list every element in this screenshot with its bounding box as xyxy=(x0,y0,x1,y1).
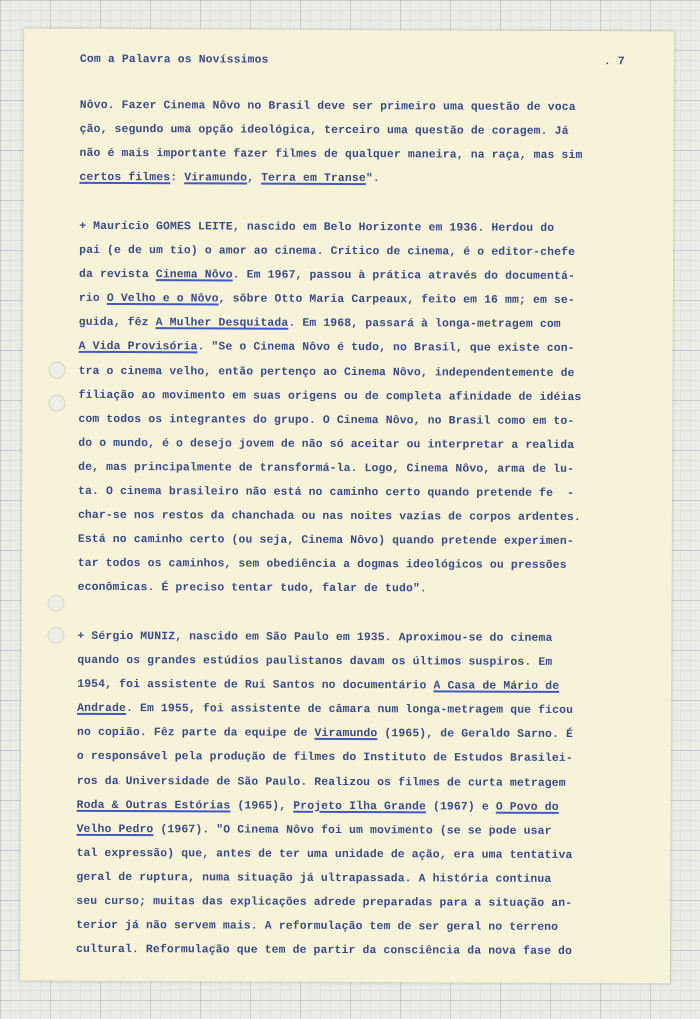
text-line xyxy=(78,576,668,603)
text-line xyxy=(77,649,667,676)
text-run: ". xyxy=(365,173,380,186)
text-line xyxy=(78,480,668,507)
text-line xyxy=(79,287,669,314)
text-run: char-se nos restos da chanchada ou nas noites vazias de corpos ardentes. xyxy=(77,509,581,525)
text-run: , sôbre Otto Maria Carpeaux, feito em 16 mm; em se- xyxy=(218,293,575,308)
text-run: rio xyxy=(78,293,107,306)
text-run: 1954, foi assistente de Rui Santos no documentário xyxy=(77,679,434,693)
text-run: terior já não servem mais. A reformulação tem de ser geral no terreno xyxy=(76,919,559,935)
text-line xyxy=(77,769,667,796)
underlined-title: Viramundo xyxy=(314,728,378,741)
page-number: . 7 xyxy=(603,56,625,69)
text-line xyxy=(79,311,669,338)
text-run: seu curso; muitas das explicações adrede preparadas para a situação an- xyxy=(76,895,573,911)
text-run: econômicas. É preciso tentar tudo, falar de tudo". xyxy=(77,582,427,596)
text-line xyxy=(79,239,669,266)
text-run: ros da Universidade de São Paulo. Realizou os filmes de curta metragem xyxy=(76,775,566,790)
underlined-title: Terra em Transe xyxy=(261,172,366,186)
text-run: (1967) e xyxy=(425,801,496,814)
underlined-title: A Vida Provisória xyxy=(78,341,198,354)
text-line xyxy=(76,938,666,965)
text-line xyxy=(77,793,667,820)
text-run: ção, segundo uma opção ideológica, terceiro uma questão de coragem. Já xyxy=(79,123,569,139)
binder-hole xyxy=(49,362,66,379)
text-run: não é mais importante fazer filmes de qualquer maneira, na raça, mas sim xyxy=(79,148,583,163)
text-line xyxy=(80,118,670,145)
text-run: pai (e de um tio) o amor ao cinema. Crítico de cinema, é o editor-chefe xyxy=(79,244,576,260)
underlined-title: Cinema Nôvo xyxy=(155,269,233,282)
typewritten-page xyxy=(20,29,674,984)
text-line xyxy=(78,528,668,555)
text-run: (1965), de Geraldo Sarno. É xyxy=(377,728,574,742)
text-run: de, mas principalmente de transformá-la. Logo, Cinema Nôvo, arma de lu- xyxy=(78,461,575,476)
text-run: guida, fêz xyxy=(78,317,156,330)
underlined-title: certos filmes xyxy=(79,172,171,185)
text-run: Está no caminho certo (ou seja, Cinema Nôvo) quando pretende experimen- xyxy=(77,534,574,549)
underlined-title: O Povo do xyxy=(495,801,559,814)
binder-hole xyxy=(48,395,65,412)
binder-hole xyxy=(47,627,64,644)
text-line xyxy=(77,697,667,724)
text-line xyxy=(79,142,669,169)
binder-hole xyxy=(48,595,65,612)
text-line xyxy=(80,94,670,121)
text-line xyxy=(78,552,668,579)
underlined-title: A Casa de Mário de xyxy=(433,680,560,694)
underlined-title: Andrade xyxy=(77,703,127,716)
text-run: (1967). "O Cinema Nôvo foi um movimento (se se pode usar xyxy=(153,823,552,838)
text-run: (1965), xyxy=(230,800,294,813)
underlined-title: Viramundo xyxy=(184,172,248,185)
text-line xyxy=(76,866,666,893)
underlined-title: O Velho e o Nôvo xyxy=(106,293,219,306)
paragraph-continuation xyxy=(79,94,669,193)
text-line xyxy=(78,432,668,459)
text-line xyxy=(77,673,667,700)
text-line xyxy=(79,335,669,362)
text-run: filiação ao movimento em suas origens ou de completa afinidade de idéias xyxy=(78,389,582,404)
text-run: + Maurício GOMES LEITE, nascido em Belo Horizonte em 1936. Herdou do xyxy=(79,220,555,235)
text-run: no copião. Fêz parte da equipe de xyxy=(76,727,315,741)
text-run: tra o cinema velho, então pertenço ao Cinema Nôvo, independentemente de xyxy=(78,365,575,380)
text-run: quando os grandes estúdios paulistanos davam os últimos suspiros. Em xyxy=(77,654,553,669)
text-run: da revista xyxy=(78,269,156,282)
text-line xyxy=(79,263,669,290)
text-run: tal expressão) que, antes de ter uma unidade de ação, era uma tentativa xyxy=(76,847,573,862)
text-line xyxy=(79,359,669,386)
text-run: + Sérgio MUNIZ, nascido em São Paulo em 1935. Aproximou-se do cinema xyxy=(77,630,553,645)
text-run: . "Se o Cinema Nôvo é tudo, no Brasil, que existe con- xyxy=(197,341,575,356)
text-line xyxy=(79,166,669,193)
text-line xyxy=(77,721,667,748)
text-run: do o mundo, é o desejo jovem de não só aceitar ou interpretar a realida xyxy=(78,437,575,452)
text-run: , xyxy=(247,172,262,185)
underlined-title: Roda & Outras Estórias xyxy=(76,799,231,813)
underlined-title: Projeto Ilha Grande xyxy=(293,800,427,814)
paragraph-mauricio-gomes-leite xyxy=(78,215,670,603)
text-run: cultural. Reformulação que tem de partir da consciência da nova fase do xyxy=(76,944,573,959)
text-line xyxy=(76,842,666,869)
underlined-title: A Mulher Desquitada xyxy=(155,317,289,331)
text-run: . Em 1955, foi assistente de câmara num longa-metragem que ficou xyxy=(125,703,574,718)
text-line xyxy=(77,818,667,845)
text-run: : xyxy=(170,172,185,185)
paragraph-sergio-muniz xyxy=(76,625,667,965)
text-line xyxy=(78,408,668,435)
text-run: . Em 1968, passará à longa-metragem com xyxy=(288,318,561,332)
text-run: . Em 1967, passou à prática através do documentá- xyxy=(232,269,576,284)
underlined-title: Velho Pedro xyxy=(76,823,154,836)
text-line xyxy=(79,215,669,242)
text-run: Nôvo. Fazer Cinema Nôvo no Brasil deve ser primeiro uma questão de voca xyxy=(79,99,576,114)
text-run: geral de ruptura, numa situação já ultrapassada. A história continua xyxy=(76,871,552,886)
running-header: Com a Palavra os Novíssimos xyxy=(79,53,269,67)
text-line xyxy=(78,383,668,410)
text-run: ta. O cinema brasileiro não está no caminho certo quando pretende fe - xyxy=(78,485,575,501)
text-run: o responsável pela produção de filmes do Instituto de Estudos Brasilei- xyxy=(76,751,573,766)
text-line xyxy=(76,914,666,941)
text-line xyxy=(78,456,668,483)
text-line xyxy=(77,625,667,652)
text-run: com todos os integrantes do grupo. O Cinema Nôvo, no Brasil como em to- xyxy=(78,413,575,428)
text-line xyxy=(77,745,667,772)
text-run: tar todos os caminhos, sem obediência a dogmas ideológicos ou pressões xyxy=(77,558,567,573)
text-line xyxy=(78,504,668,531)
text-line xyxy=(76,890,666,917)
